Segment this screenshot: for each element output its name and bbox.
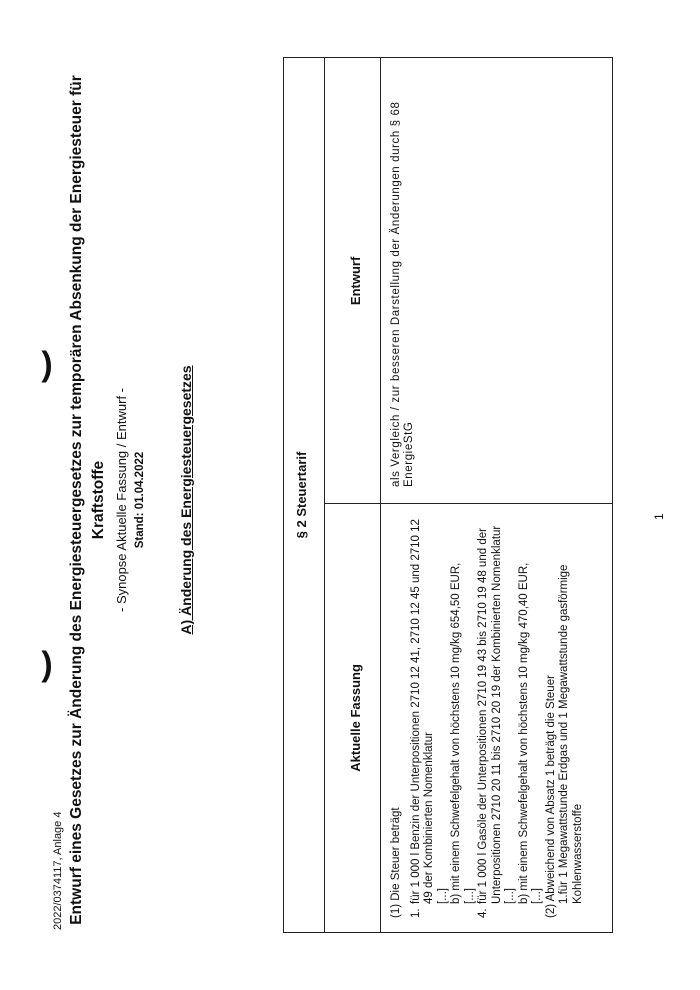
- para-1-intro: (1) Die Steuer beträgt: [390, 807, 402, 918]
- item-b-text: b) mit einem Schwefelgehalt von höchstens 10 mg/kg 470,40 EUR,: [517, 562, 530, 904]
- ellipsis: [...]: [463, 888, 476, 904]
- item-b-text: b) mit einem Schwefelgehalt von höchstens 10 mg/kg 654,50 EUR,: [450, 562, 462, 904]
- table-divider: [324, 58, 325, 932]
- list-item: [477, 518, 504, 918]
- scan-mark-glyph: ): [41, 645, 53, 684]
- section-heading: A) Änderung des Energiesteuergesetzes: [178, 365, 194, 635]
- table-divider: [380, 58, 381, 932]
- document-title: [66, 50, 110, 950]
- scan-mark-glyph: ): [41, 345, 53, 384]
- item-number: 4.: [477, 908, 489, 918]
- synopsis-table: [283, 57, 613, 933]
- ellipsis: [...]: [504, 888, 516, 904]
- list-item: [410, 518, 437, 918]
- para-2-item-1: 1.für 1 Megawattstunde Erdgas und 1 Megawattstunde gasförmige Kohlenwasserstoffe: [558, 564, 584, 904]
- document-subtitle: - Synopse Aktuelle Fassung / Entwurf -: [114, 388, 129, 612]
- item-number: 1.: [409, 908, 422, 918]
- item-text: für 1 000 l Gasöle der Unterpositionen 2710 19 43 bis 2710 19 48 und der Unterpositionen 2710 20 11 bis 2710 20 19 der Kombinierten Nomenklatur: [477, 525, 503, 904]
- table-caption: § 2 Steuertarif: [294, 451, 309, 539]
- title-line-1: Entwurf eines Gesetzes zur Änderung des Energiesteuergesetzes zur temporären Absenkung der Energiesteuer für: [68, 75, 85, 925]
- title-line-2: Kraftstoffe: [90, 460, 107, 540]
- draft-version-cell: als Vergleich / zur besseren Darstellung der Änderungen durch § 68 EnergieStG: [390, 101, 415, 487]
- column-header-draft: Entwurf: [348, 256, 363, 306]
- ellipsis: [...]: [436, 888, 449, 904]
- column-divider: [324, 503, 612, 504]
- page-number: 1: [652, 513, 666, 520]
- item-text: für 1 000 l Benzin der Unterpositionen 2710 12 41, 2710 12 45 und 2710 12 49 der Kombinierten Nomenklatur: [409, 519, 435, 904]
- current-version-cell: [390, 518, 585, 918]
- document-reference: 2022/0374117, Anlage 4: [52, 811, 64, 930]
- document-date: Stand: 01.04.2022: [134, 451, 146, 549]
- ellipsis: [...]: [531, 888, 543, 904]
- para-2-intro: (2) Abweichend von Absatz 1 beträgt die Steuer: [544, 675, 557, 918]
- column-header-current: Aktuelle Fassung: [348, 664, 363, 772]
